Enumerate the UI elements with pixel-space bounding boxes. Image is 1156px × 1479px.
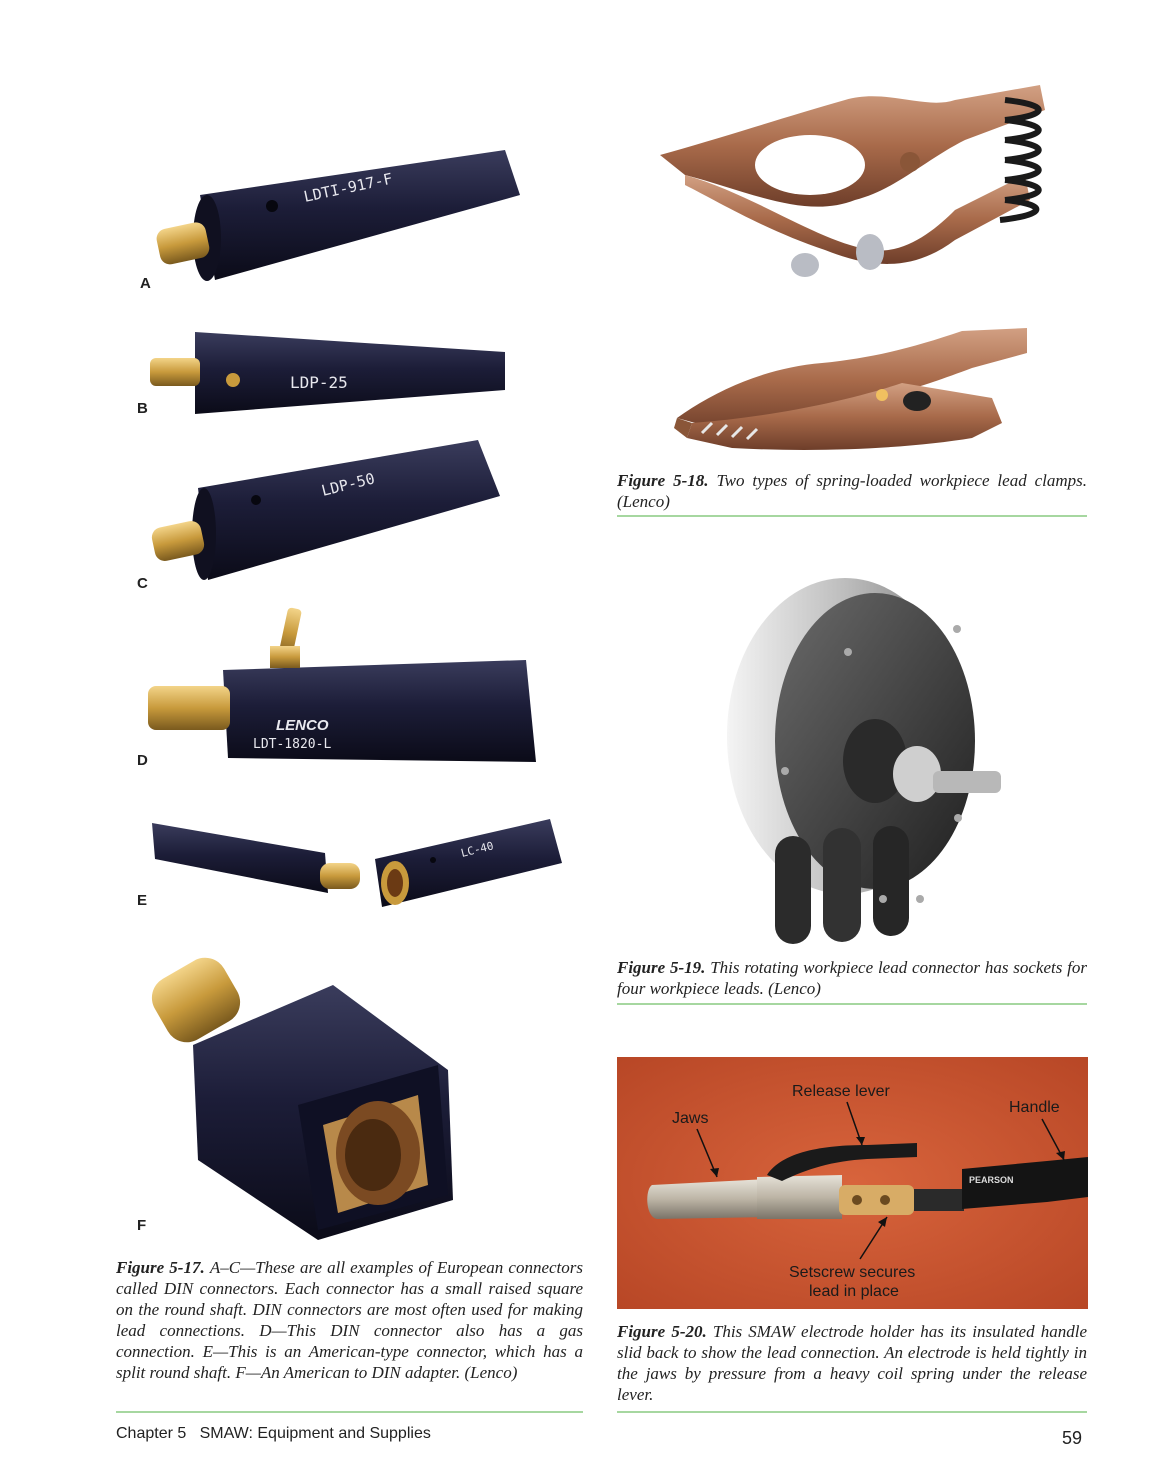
connector-e-marking: LC-40 [459, 839, 495, 860]
figure-5-20-rule [617, 1411, 1087, 1413]
figure-5-18-rule [617, 515, 1087, 517]
connector-f-adapter-photo [148, 955, 468, 1245]
electrode-holder-photo [617, 1057, 1088, 1309]
label-e: E [137, 892, 148, 909]
figure-5-20-number: Figure 5-20. [617, 1322, 707, 1341]
figure-5-17-rule [116, 1411, 583, 1413]
figure-5-20-caption [617, 1321, 1087, 1405]
label-b: B [137, 400, 148, 417]
connector-b-photo [150, 328, 510, 418]
footer-chapter-title: Chapter 5 SMAW: Equipment and Supplies [116, 1425, 431, 1442]
label-a: A [140, 275, 151, 292]
figure-5-17-caption [116, 1257, 583, 1383]
connector-d-marking: LDT-1820-L [253, 737, 332, 752]
footer-page-number: 59 [1062, 1428, 1083, 1448]
label-d: D [137, 752, 148, 769]
connector-d-brand: LENCO [276, 717, 329, 734]
figure-5-19-text: This rotating workpiece lead connector has sockets for four workpiece leads. (Lenco) [617, 958, 1087, 998]
figure-5-17-number: Figure 5-17. [116, 1258, 205, 1277]
label-f: F [137, 1217, 147, 1234]
callout-handle: Handle [1009, 1099, 1060, 1116]
label-c: C [137, 575, 148, 592]
workpiece-clamp-photo-bottom [672, 323, 1032, 455]
callout-setscrew-line2: lead in place [809, 1283, 899, 1300]
callout-jaws: Jaws [672, 1110, 709, 1127]
callout-setscrew-line1: Setscrew secures [789, 1264, 916, 1281]
figure-5-20-text: This SMAW electrode holder has its insulated handle slid back to show the lead connection. An electrode is held tightly in the jaws by pressure from a heavy coil spring under the release lever. [617, 1322, 1087, 1404]
figure-5-17-text: A–C—These are all examples of European connectors called DIN connectors. Each connector has a small raised square on the round shaft. DIN connectors are most often used for making lead connections. D—This DIN connector also has a gas connection. E—This is an American-type connector, which has a split round shaft. F—An American to DIN adapter. (Lenco) [116, 1258, 584, 1382]
connector-a-photo [140, 140, 540, 300]
connector-b-marking: LDP-25 [290, 373, 348, 392]
connector-a-marking: LDTI-917-F [302, 169, 395, 206]
figure-5-19-rule [617, 1003, 1087, 1005]
connector-c-marking: LDP-50 [319, 469, 377, 500]
handle-brand-marking: PEARSON [969, 1175, 1014, 1185]
connector-c-photo [148, 438, 508, 588]
figure-5-19-caption [617, 957, 1087, 999]
figure-5-18-number: Figure 5-18. [617, 471, 709, 490]
figure-5-19-number: Figure 5-19. [617, 958, 706, 977]
callout-release-lever: Release lever [792, 1083, 890, 1100]
connector-e-photo [150, 815, 565, 910]
rotating-lead-connector-photo [695, 566, 1015, 946]
connector-d-photo [148, 598, 548, 768]
figure-5-18-text: Two types of spring-loaded workpiece lead clamps. (Lenco) [617, 471, 1088, 511]
workpiece-clamp-photo-top [655, 80, 1055, 290]
figure-5-18-caption [617, 470, 1087, 512]
